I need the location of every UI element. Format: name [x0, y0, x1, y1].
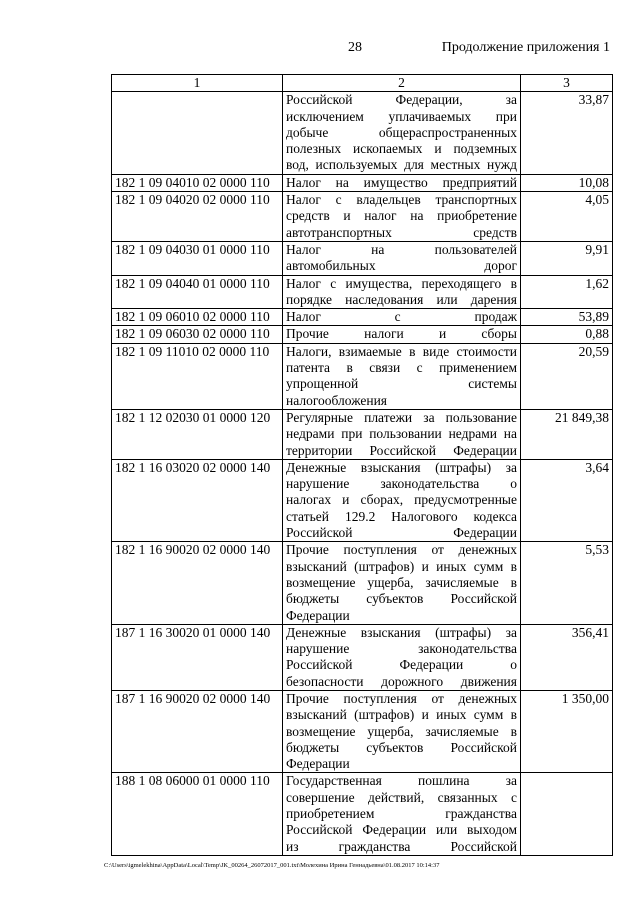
revenue-description-cell	[283, 192, 521, 242]
amount-cell: 1,62	[521, 275, 613, 309]
revenue-code-cell: 182 1 09 06030 02 0000 110	[112, 326, 283, 343]
description-line: Денежные взыскания (штрафы) за	[286, 459, 517, 475]
description-line: Денежные взыскания (штрафы) за	[286, 624, 517, 640]
table-row	[112, 241, 613, 275]
revenue-description-cell	[283, 241, 521, 275]
description-line: нарушение законодательства	[286, 641, 517, 657]
description-line: автотранспортных средств	[286, 224, 517, 240]
table-row	[112, 343, 613, 409]
description-line: порядке наследования или дарения	[286, 291, 517, 307]
amount-cell: 3,64	[521, 459, 613, 541]
table-row	[112, 326, 613, 343]
amount-cell: 9,91	[521, 241, 613, 275]
revenue-description-cell	[283, 326, 521, 343]
description-line: Налог с имущества, переходящего в	[286, 275, 517, 291]
amount-cell: 21 849,38	[521, 409, 613, 459]
revenue-code-cell: 188 1 08 06000 01 0000 110	[112, 773, 283, 855]
amount-cell: 5,53	[521, 542, 613, 624]
revenue-description-cell	[283, 92, 521, 174]
description-line: безопасности дорожного движения	[286, 673, 517, 689]
description-line: исключением уплачиваемых при	[286, 108, 517, 124]
description-line: взысканий (штрафов) и иных сумм в	[286, 707, 517, 723]
page-number: 28	[348, 40, 362, 55]
description-line: Налог с продаж	[286, 309, 517, 325]
revenue-table	[111, 74, 613, 856]
revenue-code-cell: 187 1 16 90020 02 0000 140	[112, 690, 283, 772]
description-line: Налоги, взимаемые в виде стоимости	[286, 343, 517, 359]
description-line: налогах и сборах, предусмотренные	[286, 492, 517, 508]
revenue-code-cell: 182 1 09 11010 02 0000 110	[112, 343, 283, 409]
description-line: Российской Федерации, за	[286, 92, 517, 108]
description-line: Федерации	[286, 607, 350, 623]
description-line: Прочие налоги и сборы	[286, 326, 517, 342]
table-row	[112, 174, 613, 191]
column-header: 3	[521, 75, 613, 92]
amount-cell: 53,89	[521, 309, 613, 326]
description-line: возмещение ущерба, зачисляемые в	[286, 723, 517, 739]
description-line: территории Российской Федерации	[286, 442, 517, 458]
table-row	[112, 773, 613, 855]
continuation-heading: Продолжение приложения 1	[441, 40, 610, 55]
description-line: вод, используемых для местных нужд	[286, 157, 517, 173]
description-line: возмещение ущерба, зачисляемые в	[286, 574, 517, 590]
description-line: приобретением гражданства	[286, 806, 517, 822]
revenue-code-cell: 187 1 16 30020 01 0000 140	[112, 624, 283, 690]
table-row	[112, 624, 613, 690]
description-line: нарушение законодательства о	[286, 476, 517, 492]
revenue-code-cell: 182 1 12 02030 01 0000 120	[112, 409, 283, 459]
table-row	[112, 690, 613, 772]
revenue-code-cell: 182 1 09 04010 02 0000 110	[112, 174, 283, 191]
revenue-description-cell	[283, 309, 521, 326]
amount-cell: 1 350,00	[521, 690, 613, 772]
description-line: Федерации	[286, 756, 350, 772]
description-line: Государственная пошлина за	[286, 773, 517, 789]
revenue-code-cell: 182 1 09 04040 01 0000 110	[112, 275, 283, 309]
revenue-description-cell	[283, 174, 521, 191]
description-line: добыче общераспространенных	[286, 124, 517, 140]
table-row	[112, 542, 613, 624]
description-line: статьей 129.2 Налогового кодекса	[286, 508, 517, 524]
revenue-description-cell	[283, 773, 521, 855]
description-line: упрощенной системы	[286, 376, 517, 392]
revenue-code-cell: 182 1 16 03020 02 0000 140	[112, 459, 283, 541]
description-line: Налог на пользователей	[286, 241, 517, 257]
description-line: бюджеты субъектов Российской	[286, 739, 517, 755]
table-row	[112, 192, 613, 242]
description-line: Российской Федерации о	[286, 657, 517, 673]
description-line: Российской Федерации или выходом	[286, 822, 517, 838]
revenue-description-cell	[283, 459, 521, 541]
description-line: Прочие поступления от денежных	[286, 690, 517, 706]
table-row	[112, 92, 613, 174]
amount-cell: 4,05	[521, 192, 613, 242]
revenue-description-cell	[283, 275, 521, 309]
description-line: из гражданства Российской	[286, 838, 517, 854]
table-row	[112, 309, 613, 326]
description-line: взысканий (штрафов) и иных сумм в	[286, 558, 517, 574]
description-line: Российской Федерации	[286, 525, 517, 541]
description-line: недрами при пользовании недрами на	[286, 426, 517, 442]
column-header: 2	[283, 75, 521, 92]
description-line: Прочие поступления от денежных	[286, 542, 517, 558]
description-line: налогообложения	[286, 392, 388, 408]
description-line: Налог на имущество предприятий	[286, 174, 517, 190]
table-row	[112, 275, 613, 309]
revenue-description-cell	[283, 690, 521, 772]
description-line: совершение действий, связанных с	[286, 789, 517, 805]
revenue-description-cell	[283, 624, 521, 690]
revenue-code-cell: 182 1 09 06010 02 0000 110	[112, 309, 283, 326]
table-header-row	[112, 75, 613, 92]
amount-cell: 0,88	[521, 326, 613, 343]
revenue-code-cell: 182 1 09 04030 01 0000 110	[112, 241, 283, 275]
column-header: 1	[112, 75, 283, 92]
amount-cell: 10,08	[521, 174, 613, 191]
revenue-code-cell: 182 1 09 04020 02 0000 110	[112, 192, 283, 242]
file-path-footer: C:\Users\igmelekhina\AppData\Local\Temp\JK_00264_26072017_001.txt\Молехина Ирина Геннадьевна\01.08.2017 10:14:37	[104, 862, 440, 869]
description-line: автомобильных дорог	[286, 258, 517, 274]
description-line: патента в связи с применением	[286, 360, 517, 376]
description-line: полезных ископаемых и подземных	[286, 141, 517, 157]
amount-cell: 20,59	[521, 343, 613, 409]
revenue-code-cell	[112, 92, 283, 174]
table-row	[112, 409, 613, 459]
revenue-code-cell: 182 1 16 90020 02 0000 140	[112, 542, 283, 624]
description-line: Налог с владельцев транспортных	[286, 192, 517, 208]
table-row	[112, 459, 613, 541]
description-line: бюджеты субъектов Российской	[286, 591, 517, 607]
amount-cell	[521, 773, 613, 855]
revenue-description-cell	[283, 343, 521, 409]
description-line: средств и налог на приобретение	[286, 208, 517, 224]
amount-cell: 356,41	[521, 624, 613, 690]
description-line: Регулярные платежи за пользование	[286, 409, 517, 425]
revenue-description-cell	[283, 542, 521, 624]
amount-cell: 33,87	[521, 92, 613, 174]
revenue-description-cell	[283, 409, 521, 459]
